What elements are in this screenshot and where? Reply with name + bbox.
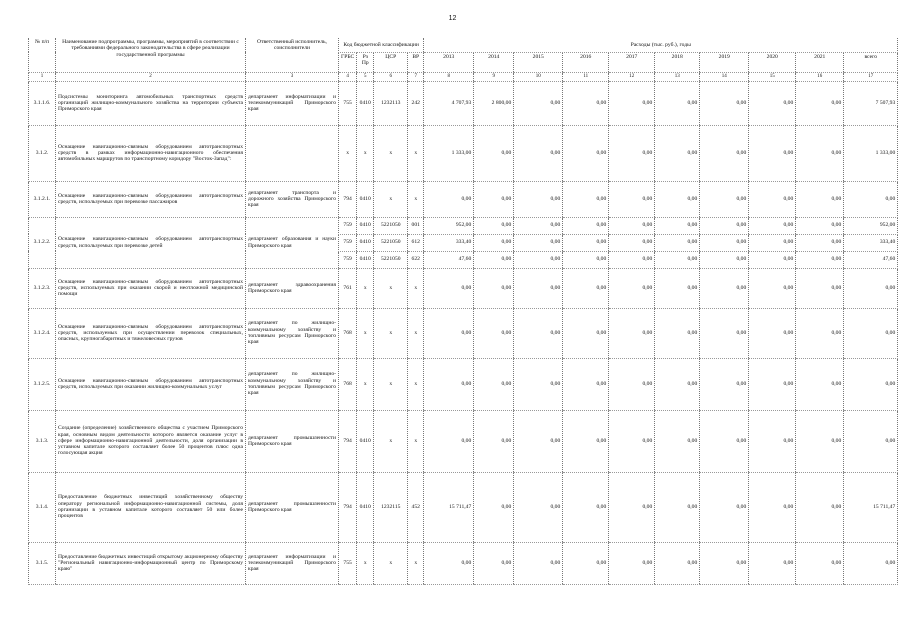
row-name: Оснащение навигационно-связным оборудованием автотранспортных средств, используемых при оказании скорой и неотложной медицинской помощи [56, 268, 246, 308]
expense-value: 0,00 [700, 268, 749, 308]
expense-value: 0,00 [700, 217, 749, 234]
code-vr: x [408, 181, 424, 217]
row-name: Оснащение навигационно-связным оборудованием автотранспортных средств, используемых при оказании жилищно-коммунальных услуг [56, 358, 246, 410]
expense-value: 0,00 [796, 234, 844, 251]
code-csr: x [374, 410, 408, 472]
header-codes: Код бюджетной классификации [339, 38, 424, 52]
expense-value: 0,00 [700, 542, 749, 584]
page-number: 12 [448, 15, 457, 22]
header-year-6: 2018 [655, 52, 700, 72]
expense-value: 0,00 [655, 181, 700, 217]
column-number: 9 [474, 72, 514, 81]
expense-value: 0,00 [655, 81, 700, 125]
code-grbs: 761 [339, 268, 357, 308]
expense-value: 0,00 [563, 81, 609, 125]
expense-value: 0,00 [796, 181, 844, 217]
header-code-2: Рз Пр [357, 52, 374, 72]
column-number: 12 [609, 72, 655, 81]
expense-value: 0,00 [474, 358, 514, 410]
header-year-10: всего [844, 52, 898, 72]
code-csr: 5221050 [374, 251, 408, 268]
code-vr: x [408, 410, 424, 472]
expense-value: 0,00 [514, 81, 563, 125]
expense-value: 952,00 [424, 217, 474, 234]
code-vr: x [408, 542, 424, 584]
expense-value: 0,00 [474, 217, 514, 234]
row-number: 3.1.2.3. [29, 268, 56, 308]
expense-value: 0,00 [844, 542, 898, 584]
expense-value: 0,00 [474, 251, 514, 268]
expense-value: 0,00 [474, 472, 514, 542]
expense-value: 333,40 [424, 234, 474, 251]
code-vr: 001 [408, 217, 424, 234]
row-name: Оснащение навигационно-связным оборудованием автотранспортных средств в рамках информационно-навигационного обеспечения автомобильных маршрутов по транспортному коридору "Восток-Запад": [56, 125, 246, 181]
expense-value: 0,00 [563, 268, 609, 308]
code-rzpr: 0410 [357, 181, 374, 217]
expense-value: 0,00 [655, 542, 700, 584]
expense-value: 0,00 [655, 251, 700, 268]
row-executor: департамент информатизации и телекоммуникаций Приморского края [246, 542, 339, 584]
expense-value: 0,00 [700, 125, 749, 181]
expense-value: 0,00 [474, 125, 514, 181]
column-number: 1 [29, 72, 56, 81]
row-name: Оснащение навигационно-связным оборудованием автотранспортных средств, используемых при перевозке пассажиров [56, 181, 246, 217]
row-number: 3.1.2.1. [29, 181, 56, 217]
table-row [29, 542, 898, 584]
expense-value: 0,00 [700, 181, 749, 217]
header-year-4: 2016 [563, 52, 609, 72]
expense-value: 0,00 [514, 125, 563, 181]
header-year-1: 2013 [424, 52, 474, 72]
expense-value: 0,00 [655, 234, 700, 251]
code-grbs: x [339, 125, 357, 181]
code-grbs: 794 [339, 410, 357, 472]
column-number: 3 [246, 72, 339, 81]
column-number: 11 [563, 72, 609, 81]
header-year-2: 2014 [474, 52, 514, 72]
expense-value: 0,00 [514, 410, 563, 472]
header-year-8: 2020 [749, 52, 796, 72]
code-vr: x [408, 358, 424, 410]
expense-value: 0,00 [796, 358, 844, 410]
column-number: 6 [374, 72, 408, 81]
expense-value: 0,00 [563, 358, 609, 410]
row-executor: департамент промышленности Приморского края [246, 410, 339, 472]
row-executor: департамент здравоохранения Приморского края [246, 268, 339, 308]
code-vr: 452 [408, 472, 424, 542]
expense-value: 0,00 [844, 181, 898, 217]
header-year-9: 2021 [796, 52, 844, 72]
expense-value: 0,00 [655, 472, 700, 542]
row-name: Оснащение навигационно-связным оборудованием автотранспортных средств, используемых при перевозке детей [56, 217, 246, 268]
table-row [29, 81, 898, 125]
code-grbs: 794 [339, 472, 357, 542]
expense-value: 0,00 [700, 308, 749, 358]
expense-value: 0,00 [563, 125, 609, 181]
expense-value: 0,00 [700, 81, 749, 125]
expense-value: 0,00 [844, 268, 898, 308]
table-row [29, 268, 898, 308]
code-grbs: 768 [339, 358, 357, 410]
expense-value: 0,00 [514, 542, 563, 584]
header-name: Наименование подпрограммы, программы, мероприятий в соответствии с требованиями федерального законодательства в сфере реализации государственной программы [56, 38, 246, 72]
row-executor: департамент промышленности Приморского края [246, 472, 339, 542]
column-number: 4 [339, 72, 357, 81]
column-number: 7 [408, 72, 424, 81]
expense-value: 0,00 [514, 268, 563, 308]
expense-value: 0,00 [796, 472, 844, 542]
table-row [29, 358, 898, 410]
expense-value: 0,00 [514, 181, 563, 217]
column-number: 17 [844, 72, 898, 81]
expense-value: 0,00 [514, 217, 563, 234]
row-name: Создание (определение) хозяйственного общества с участием Приморского края, основным видом деятельности которого является оказание услуг в сфере информационно-навигационной деятельности, доля организации в уставном капитале которого составляет более 50 процентов плюс одна голосующая акция [56, 410, 246, 472]
expense-value: 1 333,00 [844, 125, 898, 181]
expense-value: 0,00 [424, 268, 474, 308]
code-grbs: 768 [339, 308, 357, 358]
code-csr: 5221050 [374, 217, 408, 234]
code-rzpr: x [357, 308, 374, 358]
column-number: 14 [700, 72, 749, 81]
expense-value: 0,00 [655, 308, 700, 358]
expense-value: 0,00 [609, 410, 655, 472]
expense-value: 0,00 [514, 358, 563, 410]
expense-value: 0,00 [563, 308, 609, 358]
expense-value: 0,00 [609, 217, 655, 234]
code-rzpr: 0410 [357, 81, 374, 125]
code-csr: x [374, 181, 408, 217]
expense-value: 0,00 [424, 308, 474, 358]
code-rzpr: 0410 [357, 472, 374, 542]
row-executor: департамент по жилищно-коммунальному хозяйству и топливным ресурсам Приморского края [246, 358, 339, 410]
expense-value: 0,00 [563, 542, 609, 584]
table-row [29, 410, 898, 472]
table-row [29, 125, 898, 181]
code-rzpr: 0410 [357, 217, 374, 234]
row-name: Предоставление бюджетных инвестиций хозяйственному обществу оператору региональной информационно-навигационной системы, доля организации в уставном капитале которого составляет 50 или более процентов [56, 472, 246, 542]
header-no: № п/п [29, 38, 56, 72]
expense-value: 0,00 [844, 410, 898, 472]
expense-value: 0,00 [474, 268, 514, 308]
expense-value: 0,00 [655, 125, 700, 181]
expense-value: 0,00 [796, 217, 844, 234]
expense-value: 0,00 [609, 251, 655, 268]
code-grbs: 794 [339, 181, 357, 217]
column-number: 5 [357, 72, 374, 81]
expense-value: 47,60 [424, 251, 474, 268]
expense-value: 0,00 [700, 410, 749, 472]
code-grbs: 759 [339, 217, 357, 234]
expense-value: 0,00 [749, 472, 796, 542]
expense-value: 0,00 [655, 268, 700, 308]
header-code-1: ГРБС [339, 52, 357, 72]
code-rzpr: x [357, 268, 374, 308]
row-number: 3.1.2.2. [29, 217, 56, 268]
expense-value: 4 707,93 [424, 81, 474, 125]
code-vr: 612 [408, 234, 424, 251]
expense-value: 15 711,47 [424, 472, 474, 542]
row-number: 3.1.5. [29, 542, 56, 584]
expense-value: 0,00 [474, 542, 514, 584]
expense-value: 952,00 [844, 217, 898, 234]
expense-value: 0,00 [700, 251, 749, 268]
table-row [29, 217, 898, 234]
expense-value: 0,00 [609, 472, 655, 542]
expense-value: 0,00 [424, 181, 474, 217]
expense-value: 0,00 [796, 268, 844, 308]
row-executor: департамент по жилищно-коммунальному хозяйству и топливным ресурсам Приморского края [246, 308, 339, 358]
expense-value: 0,00 [424, 542, 474, 584]
code-rzpr: x [357, 358, 374, 410]
column-number: 16 [796, 72, 844, 81]
header-year-3: 2015 [514, 52, 563, 72]
row-executor [246, 125, 339, 181]
expense-value: 15 711,47 [844, 472, 898, 542]
code-grbs: 755 [339, 81, 357, 125]
expense-value: 0,00 [796, 542, 844, 584]
code-csr: x [374, 308, 408, 358]
code-rzpr: 0410 [357, 234, 374, 251]
row-number: 3.1.2.5. [29, 358, 56, 410]
table-row [29, 181, 898, 217]
expense-value: 0,00 [749, 410, 796, 472]
code-vr: x [408, 125, 424, 181]
expense-value: 0,00 [609, 181, 655, 217]
expense-value: 0,00 [474, 181, 514, 217]
expense-value: 0,00 [749, 234, 796, 251]
expense-value: 1 333,00 [424, 125, 474, 181]
expense-value: 0,00 [844, 308, 898, 358]
expense-value: 0,00 [749, 251, 796, 268]
expense-value: 333,40 [844, 234, 898, 251]
expense-value: 0,00 [749, 308, 796, 358]
expense-value: 0,00 [474, 308, 514, 358]
expense-value: 0,00 [563, 234, 609, 251]
expense-value: 0,00 [609, 81, 655, 125]
expense-value: 0,00 [655, 217, 700, 234]
expense-value: 0,00 [796, 308, 844, 358]
expense-value: 0,00 [749, 542, 796, 584]
header-executor: Ответственный исполнитель, соисполнители [246, 38, 339, 72]
code-rzpr: x [357, 125, 374, 181]
row-name: Оснащение навигационно-связным оборудованием автотранспортных средств, используемых при осуществлении перевозок специальных, опасных, крупногабаритных и тяжеловесных грузов [56, 308, 246, 358]
expense-value: 0,00 [700, 472, 749, 542]
code-csr: x [374, 125, 408, 181]
code-csr: 1232113 [374, 81, 408, 125]
expense-value: 0,00 [796, 81, 844, 125]
expense-value: 0,00 [474, 234, 514, 251]
code-csr: 5221050 [374, 234, 408, 251]
code-rzpr: 0410 [357, 410, 374, 472]
expense-value: 0,00 [749, 81, 796, 125]
expense-value: 0,00 [609, 358, 655, 410]
row-number: 3.1.2.4. [29, 308, 56, 358]
row-name: Предоставление бюджетных инвестиций открытому акционерному обществу "Региональный навигационно-информационный центр по Приморскому краю" [56, 542, 246, 584]
expense-value: 0,00 [514, 234, 563, 251]
expense-value: 0,00 [844, 358, 898, 410]
header-code-3: ЦСР [374, 52, 408, 72]
expense-value: 0,00 [563, 410, 609, 472]
expense-value: 0,00 [609, 308, 655, 358]
expense-value: 0,00 [749, 358, 796, 410]
expense-value: 0,00 [796, 125, 844, 181]
expense-value: 2 800,00 [474, 81, 514, 125]
expense-value: 0,00 [655, 410, 700, 472]
expense-value: 0,00 [700, 358, 749, 410]
expense-value: 0,00 [700, 234, 749, 251]
column-number: 10 [514, 72, 563, 81]
expense-value: 0,00 [749, 181, 796, 217]
code-rzpr: 0410 [357, 251, 374, 268]
code-vr: 242 [408, 81, 424, 125]
code-vr: x [408, 308, 424, 358]
column-number: 2 [56, 72, 246, 81]
budget-table [28, 38, 898, 585]
expense-value: 0,00 [609, 125, 655, 181]
code-csr: x [374, 542, 408, 584]
code-rzpr: x [357, 542, 374, 584]
row-executor: департамент образования и науки Приморского края [246, 217, 339, 268]
expense-value: 0,00 [749, 125, 796, 181]
code-grbs: 755 [339, 542, 357, 584]
expense-value: 0,00 [796, 410, 844, 472]
row-executor: департамент транспорта и дорожного хозяйства Приморского края [246, 181, 339, 217]
expense-value: 0,00 [609, 268, 655, 308]
row-executor: департамент информатизации и телекоммуникаций Приморского края [246, 81, 339, 125]
expense-value: 0,00 [796, 251, 844, 268]
header-year-5: 2017 [609, 52, 655, 72]
table-row [29, 472, 898, 542]
expense-value: 0,00 [609, 234, 655, 251]
expense-value: 0,00 [655, 358, 700, 410]
row-number: 3.1.3. [29, 410, 56, 472]
row-number: 3.1.2. [29, 125, 56, 181]
code-csr: x [374, 358, 408, 410]
expense-value: 0,00 [563, 181, 609, 217]
code-vr: 622 [408, 251, 424, 268]
code-csr: x [374, 268, 408, 308]
row-name: Подсистемы мониторинга автомобильных транспортных средств организаций жилищно-коммунального хозяйства на территории субъекта Приморского края [56, 81, 246, 125]
header-year-7: 2019 [700, 52, 749, 72]
column-number: 15 [749, 72, 796, 81]
expense-value: 0,00 [514, 308, 563, 358]
code-grbs: 759 [339, 251, 357, 268]
expense-value: 0,00 [749, 217, 796, 234]
expense-value: 0,00 [514, 251, 563, 268]
expense-value: 0,00 [563, 251, 609, 268]
header-code-4: ВР [408, 52, 424, 72]
code-vr: x [408, 268, 424, 308]
expense-value: 0,00 [749, 268, 796, 308]
code-grbs: 759 [339, 234, 357, 251]
column-number: 13 [655, 72, 700, 81]
expense-value: 0,00 [474, 410, 514, 472]
expense-value: 0,00 [424, 410, 474, 472]
expense-value: 0,00 [424, 358, 474, 410]
column-number: 8 [424, 72, 474, 81]
expense-value: 0,00 [563, 217, 609, 234]
table-row [29, 308, 898, 358]
row-number: 3.1.1.6. [29, 81, 56, 125]
expense-value: 47,60 [844, 251, 898, 268]
expense-value: 0,00 [563, 472, 609, 542]
expense-value: 0,00 [609, 542, 655, 584]
expense-value: 7 507,93 [844, 81, 898, 125]
code-csr: 1232115 [374, 472, 408, 542]
row-number: 3.1.4. [29, 472, 56, 542]
expense-value: 0,00 [514, 472, 563, 542]
header-expenses: Расходы (тыс. руб.), годы [424, 38, 898, 52]
